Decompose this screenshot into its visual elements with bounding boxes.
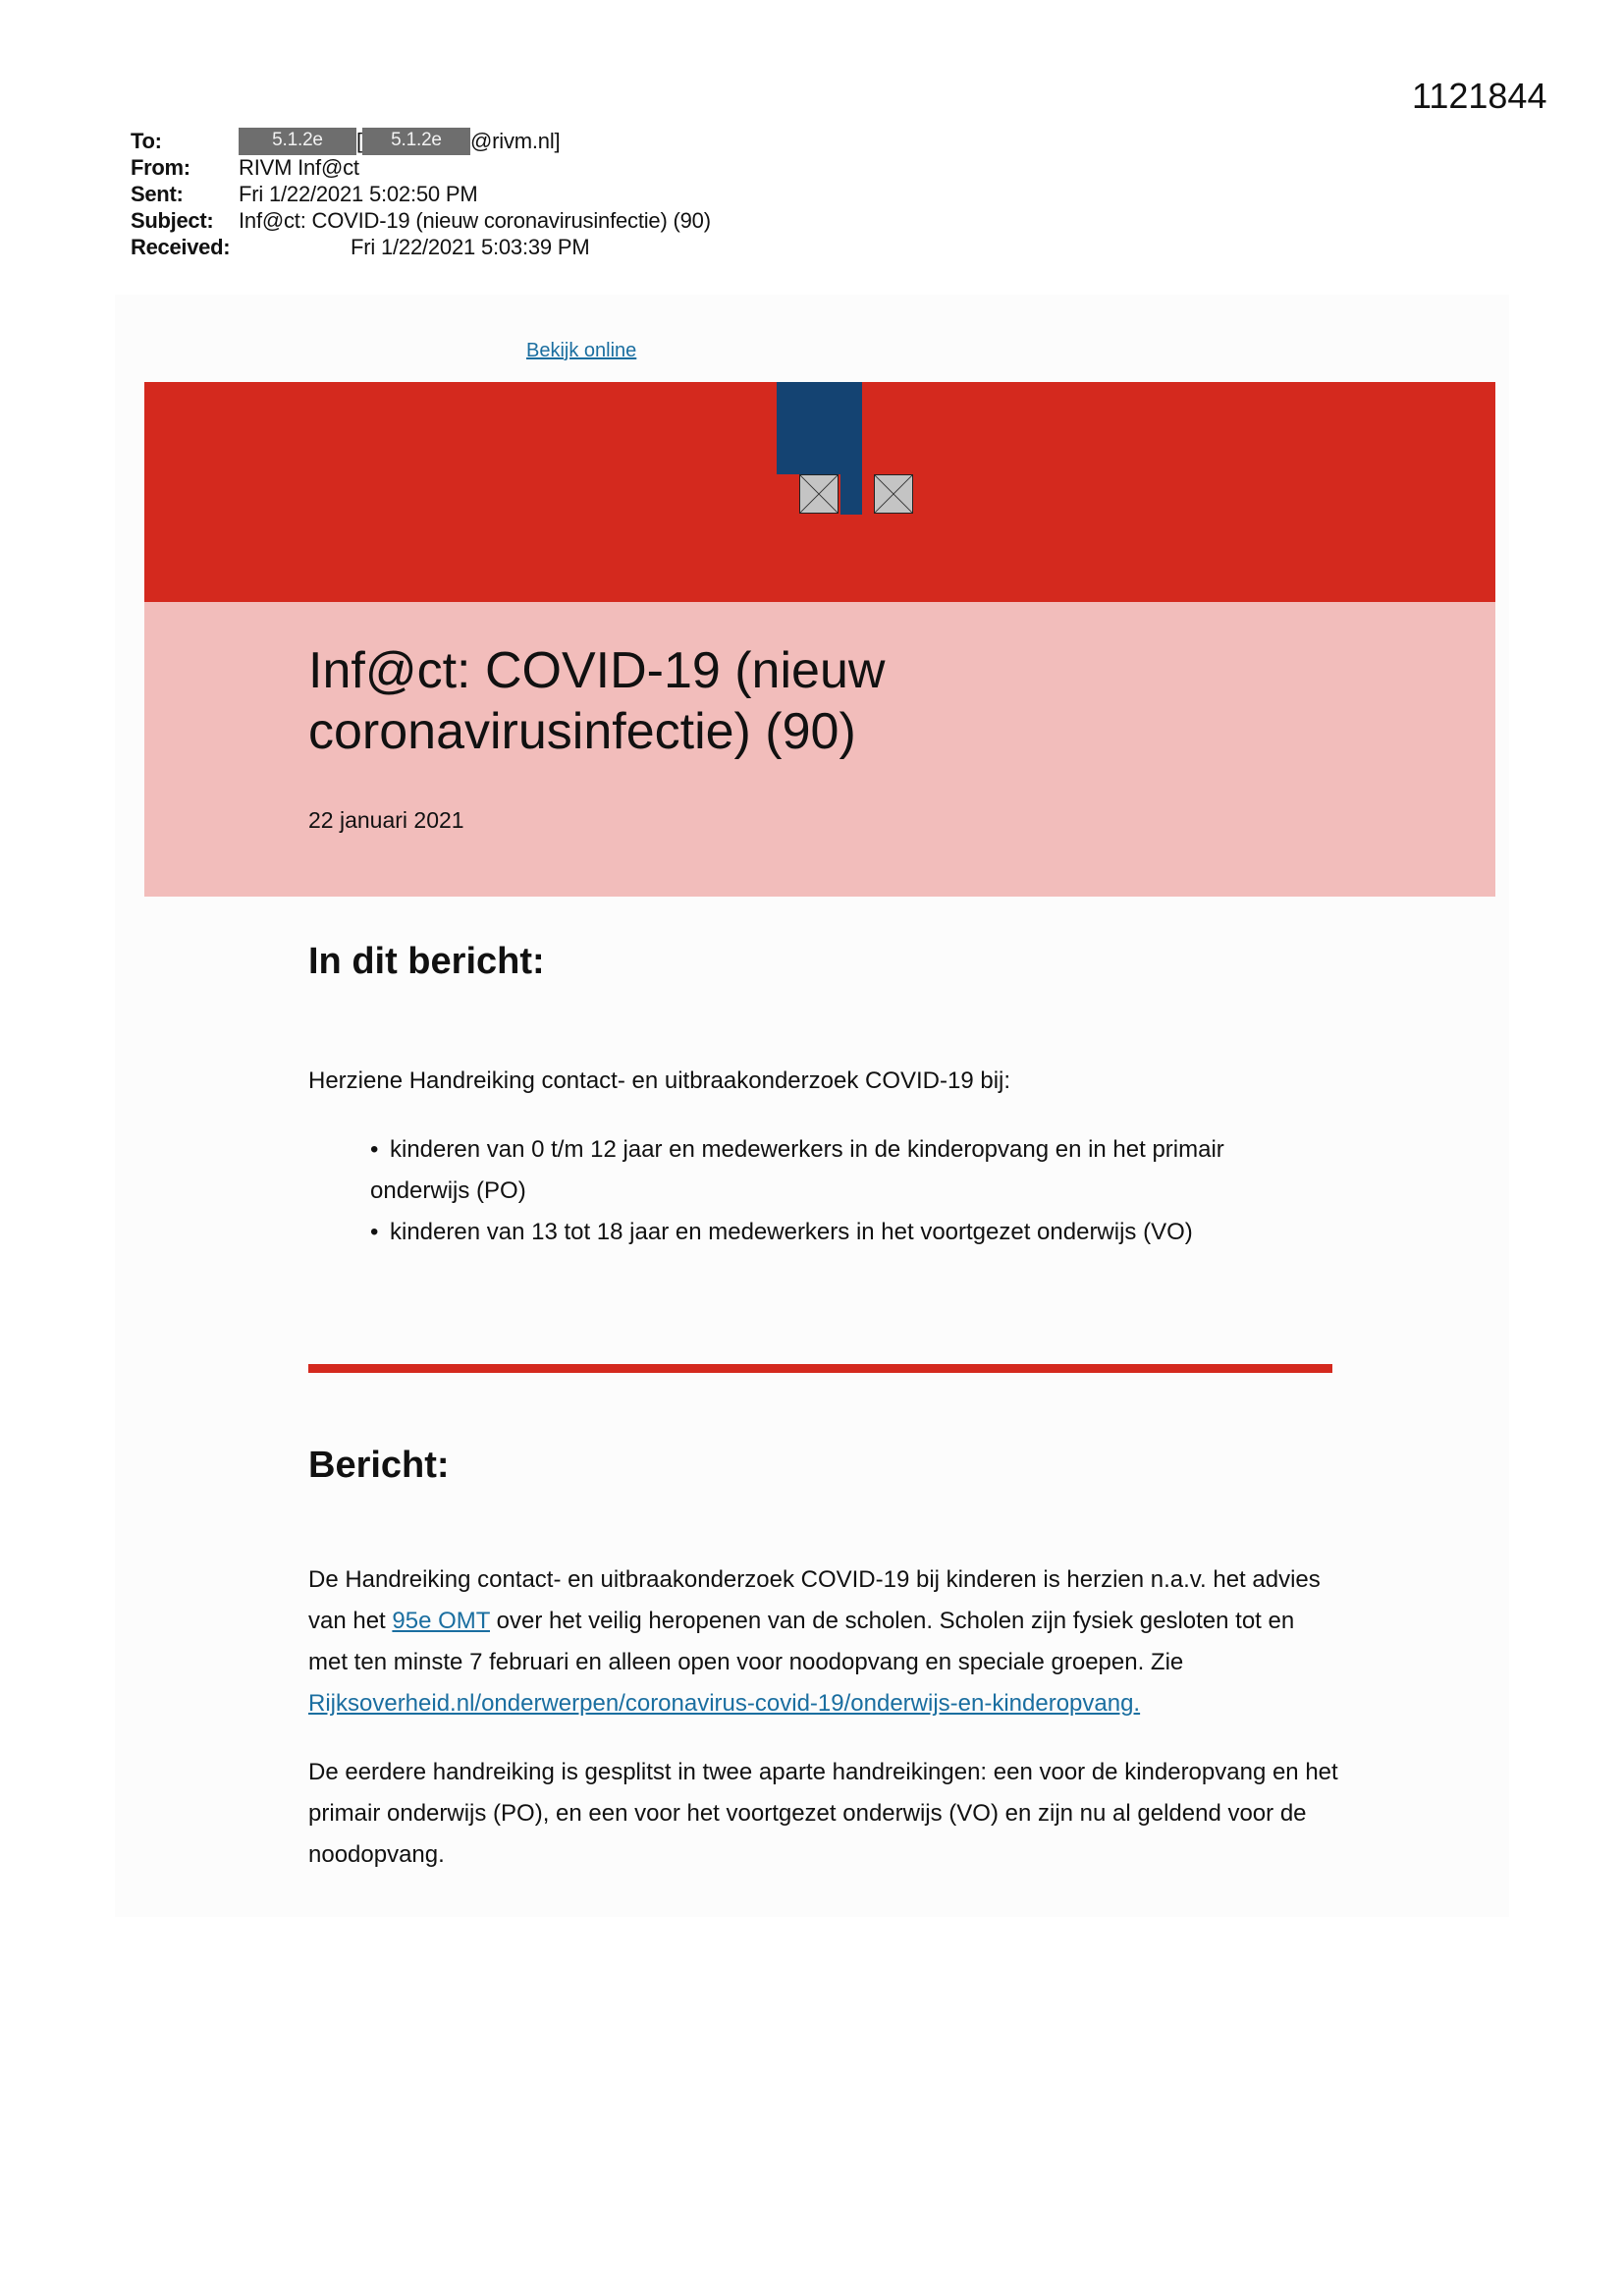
list-item xyxy=(370,1129,1273,1212)
document-id: 1121844 xyxy=(1412,76,1547,116)
to-label: To: xyxy=(131,129,162,153)
subject-value: Inf@ct: COVID-19 (nieuw coronavirusinfectie) (90) xyxy=(239,208,711,233)
bullet-icon: • xyxy=(370,1219,379,1245)
redacted-box: 5.1.2e xyxy=(362,128,470,155)
title-line-1: Inf@ct: COVID-19 (nieuw xyxy=(308,642,886,699)
redacted-box: 5.1.2e xyxy=(239,128,356,155)
newsletter-date: 22 januari 2021 xyxy=(308,807,464,833)
to-domain: @rivm.nl] xyxy=(470,129,561,153)
list-item-text-cont: onderwijs (PO) xyxy=(370,1177,526,1204)
title-line-2: coronavirusinfectie) (90) xyxy=(308,703,856,760)
from-label: From: xyxy=(131,155,190,180)
message-paragraph-2: De eerdere handreiking is gesplitst in twee aparte handreikingen: een voor de kinderopvang en het primair onderwijs (PO), en een voor het voortgezet onderwijs (VO) en zijn nu al geldend voor de noodopvang. xyxy=(308,1759,1338,1868)
received-label: Received: xyxy=(131,235,231,259)
received-value: Fri 1/22/2021 5:03:39 PM xyxy=(351,235,590,259)
paragraph-text: De Handreiking contact- en uitbraakonderzoek COVID-19 bij kinderen is herzien n.a.v. het advies van het xyxy=(308,1566,1321,1634)
paragraph-text: over het veilig heropenen van de scholen. Scholen zijn fysiek gesloten tot en met ten minste 7 februari en alleen open voor noodopvang en speciale groepen. Zie xyxy=(308,1608,1295,1675)
list-item-text: kinderen van 0 t/m 12 jaar en medewerkers in de kinderopvang en in het primair xyxy=(390,1136,1224,1163)
open-bracket: [ xyxy=(356,129,362,153)
list-item-text: kinderen van 13 tot 18 jaar en medewerkers in het voortgezet onderwijs (VO) xyxy=(390,1219,1193,1245)
section-divider xyxy=(308,1364,1332,1373)
logo-stem xyxy=(840,474,862,515)
to-value xyxy=(239,128,560,155)
topic-list xyxy=(370,1129,1273,1253)
broken-image-icon xyxy=(874,474,913,514)
newsletter-title xyxy=(308,640,1094,762)
view-online-link[interactable]: Bekijk online xyxy=(526,340,637,361)
bullet-icon: • xyxy=(370,1136,379,1163)
message-paragraph-1 xyxy=(308,1559,1339,1724)
intro-text: Herziene Handreiking contact- en uitbraakonderzoek COVID-19 bij: xyxy=(308,1067,1011,1094)
broken-image-icon xyxy=(799,474,839,514)
in-this-message-heading: In dit bericht: xyxy=(308,941,545,982)
list-item xyxy=(370,1212,1273,1253)
subject-label: Subject: xyxy=(131,208,214,233)
from-value: RIVM Inf@ct xyxy=(239,155,359,180)
rijksoverheid-link[interactable]: Rijksoverheid.nl/onderwerpen/coronavirus-covid-19/onderwijs-en-kinderopvang. xyxy=(308,1690,1141,1717)
logo-block xyxy=(777,382,862,474)
sent-label: Sent: xyxy=(131,182,184,206)
omt-link[interactable]: 95e OMT xyxy=(392,1608,491,1634)
message-heading: Bericht: xyxy=(308,1445,450,1486)
sent-value: Fri 1/22/2021 5:02:50 PM xyxy=(239,182,478,206)
